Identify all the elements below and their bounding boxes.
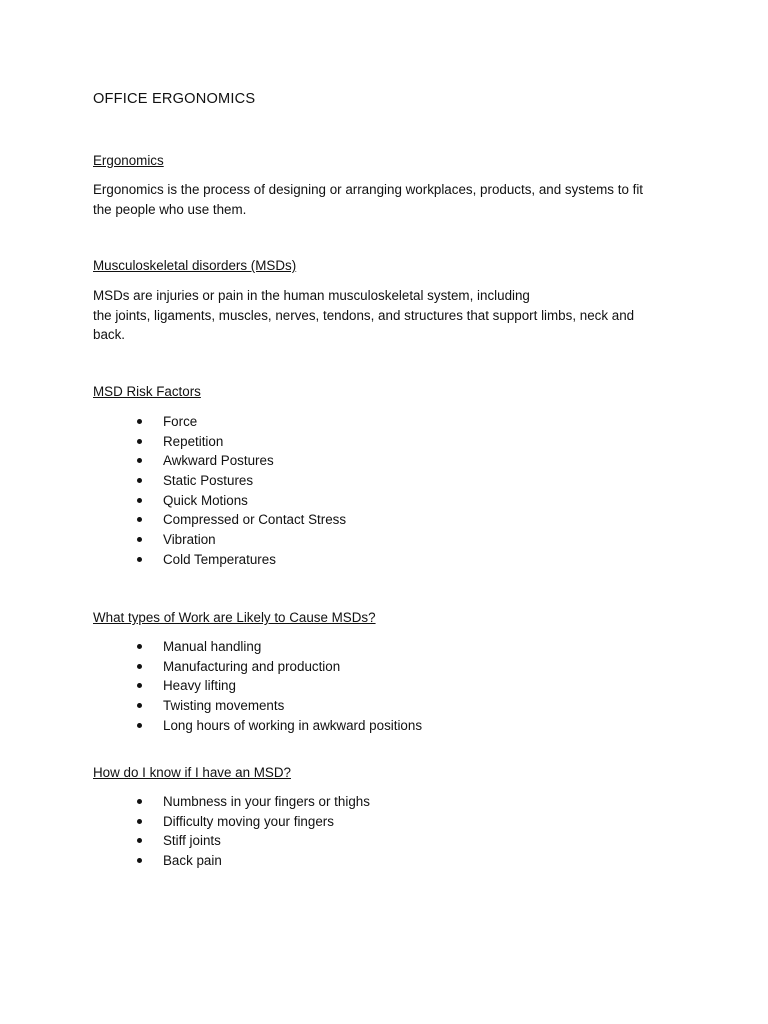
bullet-icon xyxy=(137,858,142,863)
paragraph-line: the people who use them. xyxy=(93,201,247,217)
bullet-icon xyxy=(137,537,142,542)
paragraph-ergonomics xyxy=(93,180,683,219)
bullet-icon xyxy=(137,664,142,669)
paragraph-line: back. xyxy=(93,327,126,342)
bullet-icon xyxy=(137,498,142,503)
bullet-icon xyxy=(137,799,142,804)
bullet-icon xyxy=(137,517,142,522)
bullet-icon xyxy=(137,723,142,728)
section-heading-msds: Musculoskeletal disorders (MSDs) xyxy=(93,258,297,273)
bullet-icon xyxy=(137,478,142,483)
paragraph-line: the joints, ligaments, muscles, nerves, tendons, and structures that support limbs, neck and xyxy=(93,307,635,323)
bullet-icon xyxy=(137,557,142,562)
section-heading-work-types: What types of Work are Likely to Cause MSDs? xyxy=(93,610,376,625)
section-heading-ergonomics: Ergonomics xyxy=(93,153,164,168)
paragraph-line: MSDs are injuries or pain in the human musculoskeletal system, including xyxy=(93,288,530,303)
document-title: OFFICE ERGONOMICS xyxy=(93,91,256,107)
document-page: OFFICE ERGONOMICS Ergonomics Ergonomics is the process of designing or arranging workplaces, products, and systems to fit the people who use them. Musculoskeletal disorders (MSDs) MSDs are injuries or pain in the human musculoskeletal system, including the joints, ligaments, muscles, nerves, tendons, and structures that support limbs, neck and back. MSD Risk Factors Force Repetition Awkward Postures Static Postures Quick Motions Compressed or Contact Stress Vibration Cold Temperatures What types of Work are Likely to Cause MSDs? Manual handling Manufacturing and production Heavy lifting Twisting movements Long hours of working in awkward positions How do I know if I have an MSD? Numbness in your fingers or thighs Difficulty moving your fingers Stiff joints Back pain xyxy=(0,0,768,1024)
bullet-icon xyxy=(137,439,142,444)
bullet-icon xyxy=(137,458,142,463)
bullet-icon xyxy=(137,419,142,424)
bullet-icon xyxy=(137,683,142,688)
bullet-icon xyxy=(137,644,142,649)
section-heading-risk-factors: MSD Risk Factors xyxy=(93,384,201,399)
bullet-icon xyxy=(137,819,142,824)
paragraph-line: Ergonomics is the process of designing or arranging workplaces, products, and systems to fit xyxy=(93,182,644,197)
section-heading-symptoms: How do I know if I have an MSD? xyxy=(93,765,291,780)
paragraph-msds xyxy=(93,286,683,345)
bullet-icon xyxy=(137,838,142,843)
bullet-icon xyxy=(137,703,142,708)
